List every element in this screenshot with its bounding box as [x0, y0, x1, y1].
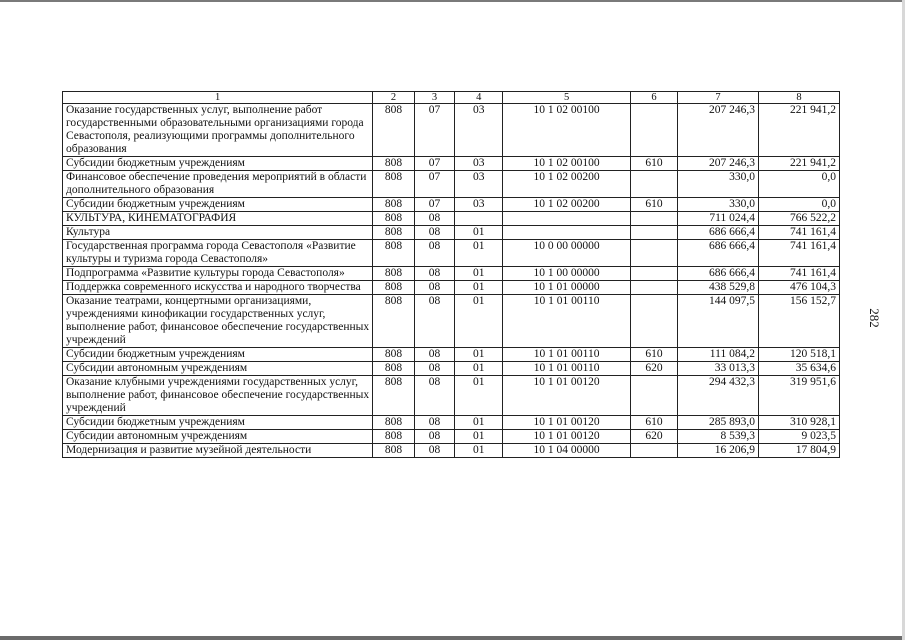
subsection-code-cell: 01: [455, 416, 503, 430]
subsection-code-cell: 03: [455, 157, 503, 171]
table-row: [63, 281, 840, 295]
column-header: 7: [677, 92, 758, 104]
amount-year2-cell: 156 152,7: [758, 295, 839, 348]
scan-border-top: [0, 0, 905, 2]
ved-code-cell: 808: [373, 104, 415, 157]
section-code-cell: 08: [414, 444, 455, 458]
amount-year2-cell: 221 941,2: [758, 157, 839, 171]
row-name-cell: Подпрограмма «Развитие культуры города Севастополя»: [63, 267, 373, 281]
target-article-cell: 10 1 02 00200: [503, 171, 631, 198]
target-article-cell: 10 1 01 00110: [503, 348, 631, 362]
expense-type-cell: [631, 212, 678, 226]
amount-year1-cell: 686 666,4: [677, 267, 758, 281]
row-name-cell: Субсидии бюджетным учреждениям: [63, 157, 373, 171]
section-code-cell: 08: [414, 240, 455, 267]
row-name-cell: Оказание государственных услуг, выполнение работ государственными образовательными организациями города Севастополя, реализующими программы дополнительного образования: [63, 104, 373, 157]
amount-year1-cell: 686 666,4: [677, 226, 758, 240]
column-header: 8: [758, 92, 839, 104]
target-article-cell: 10 1 01 00110: [503, 362, 631, 376]
section-code-cell: 08: [414, 416, 455, 430]
row-name-cell: Оказание клубными учреждениями государственных услуг, выполнение работ, финансовое обеспечение государственных учреждений: [63, 376, 373, 416]
target-article-cell: 10 1 01 00120: [503, 376, 631, 416]
subsection-code-cell: 01: [455, 376, 503, 416]
amount-year2-cell: 741 161,4: [758, 226, 839, 240]
target-article-cell: 10 1 02 00100: [503, 104, 631, 157]
target-article-cell: 10 1 02 00100: [503, 157, 631, 171]
column-header: 3: [414, 92, 455, 104]
row-name-cell: Культура: [63, 226, 373, 240]
ved-code-cell: 808: [373, 240, 415, 267]
expense-type-cell: [631, 281, 678, 295]
amount-year1-cell: 16 206,9: [677, 444, 758, 458]
target-article-cell: 10 0 00 00000: [503, 240, 631, 267]
expense-type-cell: 610: [631, 198, 678, 212]
row-name-cell: Оказание театрами, концертными организациями, учреждениями кинофикации государственных услуг, выполнение работ, финансовое обеспечение государственных учреждений: [63, 295, 373, 348]
amount-year1-cell: 285 893,0: [677, 416, 758, 430]
row-name-cell: Финансовое обеспечение проведения мероприятий в области дополнительного образования: [63, 171, 373, 198]
amount-year2-cell: 221 941,2: [758, 104, 839, 157]
table-row: [63, 444, 840, 458]
table-row: [63, 362, 840, 376]
amount-year1-cell: 8 539,3: [677, 430, 758, 444]
subsection-code-cell: 01: [455, 430, 503, 444]
ved-code-cell: 808: [373, 212, 415, 226]
amount-year1-cell: 111 084,2: [677, 348, 758, 362]
amount-year1-cell: 330,0: [677, 171, 758, 198]
amount-year2-cell: 0,0: [758, 171, 839, 198]
table-row: [63, 416, 840, 430]
amount-year1-cell: 686 666,4: [677, 240, 758, 267]
ved-code-cell: 808: [373, 226, 415, 240]
section-code-cell: 08: [414, 362, 455, 376]
expense-type-cell: [631, 267, 678, 281]
subsection-code-cell: 01: [455, 240, 503, 267]
column-header: 2: [373, 92, 415, 104]
amount-year2-cell: 741 161,4: [758, 267, 839, 281]
subsection-code-cell: 01: [455, 295, 503, 348]
amount-year1-cell: 144 097,5: [677, 295, 758, 348]
scan-border-bottom: [0, 636, 905, 640]
ved-code-cell: 808: [373, 267, 415, 281]
target-article-cell: [503, 226, 631, 240]
ved-code-cell: 808: [373, 171, 415, 198]
amount-year2-cell: 476 104,3: [758, 281, 839, 295]
table-row: [63, 171, 840, 198]
table-row: [63, 157, 840, 171]
ved-code-cell: 808: [373, 198, 415, 212]
table-row: [63, 376, 840, 416]
section-code-cell: 08: [414, 430, 455, 444]
section-code-cell: 08: [414, 376, 455, 416]
row-name-cell: Субсидии автономным учреждениям: [63, 430, 373, 444]
amount-year2-cell: 9 023,5: [758, 430, 839, 444]
amount-year1-cell: 711 024,4: [677, 212, 758, 226]
table-row: [63, 295, 840, 348]
column-header: 5: [503, 92, 631, 104]
subsection-code-cell: 01: [455, 348, 503, 362]
expense-type-cell: [631, 444, 678, 458]
ved-code-cell: 808: [373, 444, 415, 458]
amount-year2-cell: 310 928,1: [758, 416, 839, 430]
row-name-cell: Субсидии бюджетным учреждениям: [63, 348, 373, 362]
subsection-code-cell: 03: [455, 104, 503, 157]
amount-year2-cell: 766 522,2: [758, 212, 839, 226]
row-name-cell: Государственная программа города Севастополя «Развитие культуры и туризма города Севастополя»: [63, 240, 373, 267]
table-row: [63, 226, 840, 240]
target-article-cell: 10 1 01 00110: [503, 295, 631, 348]
ved-code-cell: 808: [373, 348, 415, 362]
expense-type-cell: [631, 240, 678, 267]
amount-year1-cell: 207 246,3: [677, 157, 758, 171]
expense-type-cell: [631, 295, 678, 348]
ved-code-cell: 808: [373, 430, 415, 444]
row-name-cell: Субсидии бюджетным учреждениям: [63, 198, 373, 212]
row-name-cell: Субсидии автономным учреждениям: [63, 362, 373, 376]
target-article-cell: 10 1 01 00120: [503, 430, 631, 444]
table-body: [63, 92, 840, 458]
amount-year1-cell: 438 529,8: [677, 281, 758, 295]
section-code-cell: 08: [414, 267, 455, 281]
amount-year1-cell: 294 432,3: [677, 376, 758, 416]
subsection-code-cell: [455, 212, 503, 226]
target-article-cell: 10 1 04 00000: [503, 444, 631, 458]
amount-year2-cell: 35 634,6: [758, 362, 839, 376]
subsection-code-cell: 01: [455, 226, 503, 240]
table-row: [63, 104, 840, 157]
expense-type-cell: [631, 226, 678, 240]
table-row: [63, 198, 840, 212]
section-code-cell: 07: [414, 157, 455, 171]
amount-year2-cell: 741 161,4: [758, 240, 839, 267]
table-header-row: [63, 92, 840, 104]
target-article-cell: [503, 212, 631, 226]
subsection-code-cell: 01: [455, 281, 503, 295]
subsection-code-cell: 03: [455, 171, 503, 198]
subsection-code-cell: 01: [455, 444, 503, 458]
ved-code-cell: 808: [373, 362, 415, 376]
section-code-cell: 07: [414, 104, 455, 157]
expense-type-cell: [631, 104, 678, 157]
section-code-cell: 07: [414, 198, 455, 212]
expense-type-cell: [631, 376, 678, 416]
row-name-cell: Модернизация и развитие музейной деятельности: [63, 444, 373, 458]
table-row: [63, 267, 840, 281]
table-row: [63, 430, 840, 444]
amount-year1-cell: 330,0: [677, 198, 758, 212]
amount-year2-cell: 120 518,1: [758, 348, 839, 362]
amount-year1-cell: 207 246,3: [677, 104, 758, 157]
target-article-cell: 10 1 02 00200: [503, 198, 631, 212]
expense-type-cell: 610: [631, 348, 678, 362]
ved-code-cell: 808: [373, 281, 415, 295]
expense-type-cell: 610: [631, 416, 678, 430]
expense-type-cell: 620: [631, 430, 678, 444]
expense-type-cell: [631, 171, 678, 198]
column-header: 6: [631, 92, 678, 104]
table-row: [63, 240, 840, 267]
section-code-cell: 08: [414, 348, 455, 362]
section-code-cell: 08: [414, 226, 455, 240]
amount-year2-cell: 17 804,9: [758, 444, 839, 458]
subsection-code-cell: 03: [455, 198, 503, 212]
target-article-cell: 10 1 01 00120: [503, 416, 631, 430]
amount-year2-cell: 0,0: [758, 198, 839, 212]
section-code-cell: 08: [414, 212, 455, 226]
table-row: [63, 212, 840, 226]
section-code-cell: 08: [414, 281, 455, 295]
subsection-code-cell: 01: [455, 267, 503, 281]
section-code-cell: 07: [414, 171, 455, 198]
column-header: 4: [455, 92, 503, 104]
ved-code-cell: 808: [373, 376, 415, 416]
target-article-cell: 10 1 00 00000: [503, 267, 631, 281]
row-name-cell: Поддержка современного искусства и народного творчества: [63, 281, 373, 295]
page-number: 282: [866, 308, 882, 328]
budget-table: [62, 91, 840, 458]
row-name-cell: КУЛЬТУРА, КИНЕМАТОГРАФИЯ: [63, 212, 373, 226]
target-article-cell: 10 1 01 00000: [503, 281, 631, 295]
amount-year2-cell: 319 951,6: [758, 376, 839, 416]
ved-code-cell: 808: [373, 157, 415, 171]
amount-year1-cell: 33 013,3: [677, 362, 758, 376]
expense-type-cell: 620: [631, 362, 678, 376]
ved-code-cell: 808: [373, 416, 415, 430]
column-header: 1: [63, 92, 373, 104]
subsection-code-cell: 01: [455, 362, 503, 376]
row-name-cell: Субсидии бюджетным учреждениям: [63, 416, 373, 430]
ved-code-cell: 808: [373, 295, 415, 348]
table-row: [63, 348, 840, 362]
expense-type-cell: 610: [631, 157, 678, 171]
section-code-cell: 08: [414, 295, 455, 348]
